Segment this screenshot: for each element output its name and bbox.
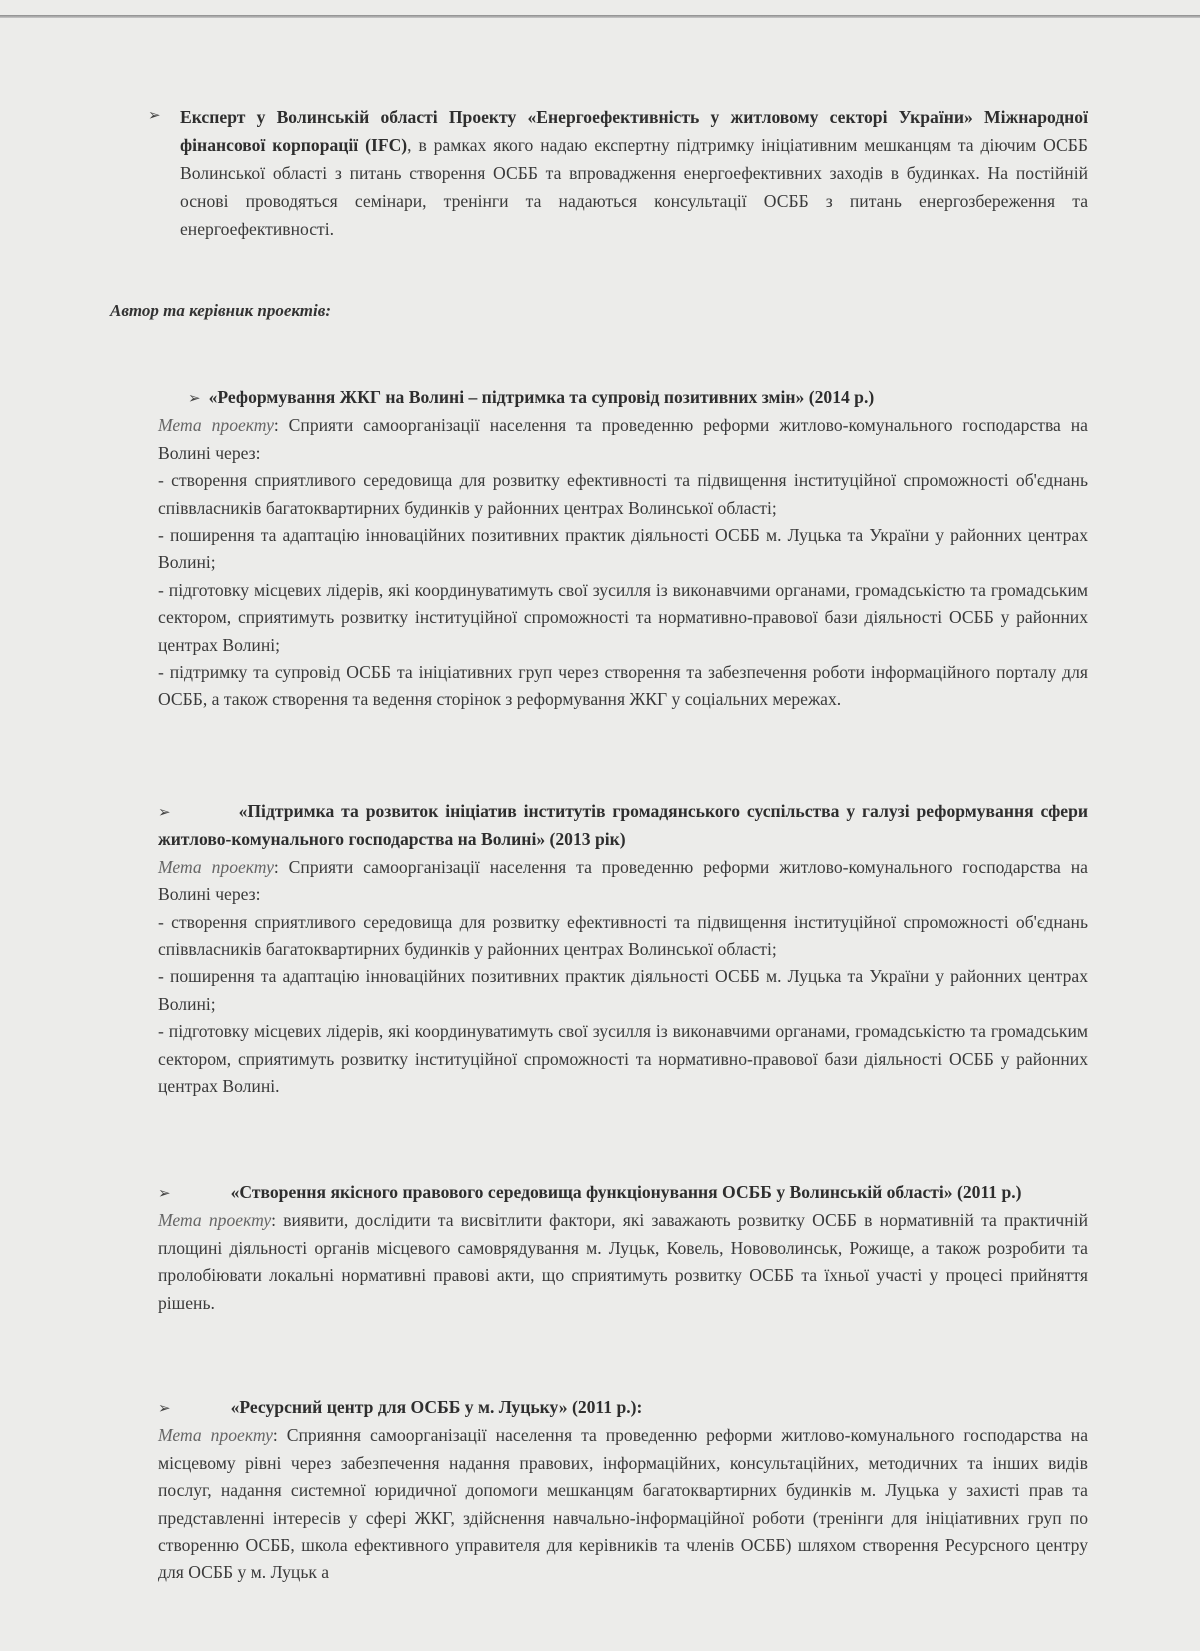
- goal-label: Мета проекту: [158, 1425, 273, 1446]
- goal-label: Мета проекту: [158, 1210, 272, 1231]
- project-2-title-text: «Підтримка та розвиток ініціатив інститутів громадянського суспільства у галузі реформування сфери житлово-комунального господарства на Волині» (2013 рік): [158, 801, 1088, 850]
- project-4-goal-text: : Сприяння самоорганізації населення та проведенню реформи житлово-комунального господарства на місцевому рівні через забезпечення надання правових, інформаційних, консультаційних, методичних та інших видів послуг, надання системної юридичної допомоги мешканцям багатоквартирних будинків м. Луцька у захисті прав та представленні інтересів у сфері ЖКГ, здійснення навчально-інформаційної роботи (тренінги для ініціативних груп по створенню ОСББ, школа ефективного управителя для керівників та членів ОСББ) шляхом створення Ресурсного центру для ОСББ у м. Луцьк а: [158, 1425, 1088, 1583]
- project-1-title-text: «Реформування ЖКГ на Волині – підтримка та супровід позитивних змін» (2014 р.): [208, 387, 875, 407]
- project-2-item-2: - поширення та адаптацію інноваційних позитивних практик діяльності ОСББ м. Луцька та України у районних центрах Волині;: [158, 966, 1088, 1014]
- project-4-goal: [158, 1422, 1088, 1586]
- project-2-goal-text: : Сприяти самоорганізації населення та проведенню реформи житлово-комунального господарства на Волині через:: [158, 856, 1088, 905]
- goal-label: Мета проекту: [158, 856, 274, 877]
- intro-bold: Експерт у Волинській області Проекту «Енергоефективність у житловому секторі України» Міжнародної фінансової корпорації (IFC): [180, 107, 1088, 155]
- project-1-item-2: - поширення та адаптацію інноваційних позитивних практик діяльності ОСББ м. Луцька та України у районних центрах Волині;: [158, 525, 1088, 573]
- arrow-bullet-icon: ➢: [158, 1184, 171, 1202]
- project-1-item-4: - підтримку та супровід ОСББ та ініціативних груп через створення та забезпечення роботи інформаційного порталу для ОСББ, а також створення та ведення сторінок з реформування ЖКГ у соціальних мережах.: [158, 662, 1088, 710]
- intro-rest: , в рамках якого надаю експертну підтримку ініціативним мешканцям та діючим ОСББ Волинської області з питань створення ОСББ та впровадження енергоефективних заходів в будинках. На постійній основі проводяться семінари, тренінги та надаються консультації ОСББ з питань енергозбереження та енергоефективності.: [180, 135, 1088, 239]
- project-2: [158, 798, 1088, 1100]
- section-title: Автор та керівник проектів:: [110, 301, 331, 320]
- project-1-item-3: - підготовку місцевих лідерів, які координуватимуть свої зусилля із виконавчими органами, громадськістю та громадським сектором, сприятимуть розвитку інституційної спроможності та нормативно-правової бази діяльності ОСББ у районних центрах Волині;: [158, 579, 1088, 655]
- project-2-title: [158, 798, 1088, 854]
- project-3-goal: [158, 1207, 1088, 1317]
- project-2-goal: [158, 854, 1088, 909]
- arrow-bullet-icon: ➢: [148, 106, 161, 124]
- arrow-bullet-icon: ➢: [158, 1399, 171, 1417]
- project-4-title: [158, 1394, 1088, 1422]
- project-2-item-1: - створення сприятливого середовища для розвитку ефективності та підвищення інституційної спроможності об'єднань співвласників багатоквартирних будинків у районних центрах Волинської області;: [158, 911, 1088, 960]
- project-3-title-text: «Створення якісного правового середовища функціонування ОСББ у Волинській області» (2011 р.): [230, 1182, 1022, 1202]
- project-1-title: [158, 384, 1088, 412]
- project-1-goal-text: : Сприяти самоорганізації населення та проведенню реформи житлово-комунального господарства на Волині через:: [158, 415, 1088, 463]
- arrow-bullet-icon: ➢: [158, 803, 171, 821]
- goal-label: Мета проекту: [158, 415, 274, 436]
- project-1-goal: [158, 412, 1088, 467]
- project-3: [158, 1179, 1088, 1317]
- project-3-goal-text: : виявити, дослідити та висвітлити фактори, які заважають розвитку ОСББ в нормативній та практичній площині діяльності органів місцевого самоврядування м. Луцьк, Ковель, Нововолинськ, Рожище, а також розробити та пролобіювати локальні нормативні правові акти, що сприятимуть розвитку ОСББ та їхньої участі у процесі прийняття рішень.: [158, 1210, 1089, 1313]
- project-2-item-3: - підготовку місцевих лідерів, які координуватимуть свої зусилля із виконавчими органами, громадськістю та громадським сектором, сприятимуть розвитку інституційної спроможності та нормативно-правової бази діяльності ОСББ у районних центрах Волині.: [158, 1021, 1088, 1097]
- intro-paragraph: [180, 103, 1088, 243]
- arrow-bullet-icon: ➢: [188, 389, 201, 407]
- project-1-item-1: - створення сприятливого середовища для розвитку ефективності та підвищення інституційної спроможності об'єднань співвласників багатоквартирних будинків у районних центрах Волинської області;: [158, 470, 1088, 518]
- project-4: [158, 1394, 1088, 1587]
- project-3-title: [158, 1179, 1088, 1207]
- scan-top-edge: [0, 15, 1200, 18]
- project-1: [158, 384, 1088, 714]
- project-4-title-text: «Ресурсний центр для ОСББ у м. Луцьку» (2011 р.):: [230, 1397, 643, 1417]
